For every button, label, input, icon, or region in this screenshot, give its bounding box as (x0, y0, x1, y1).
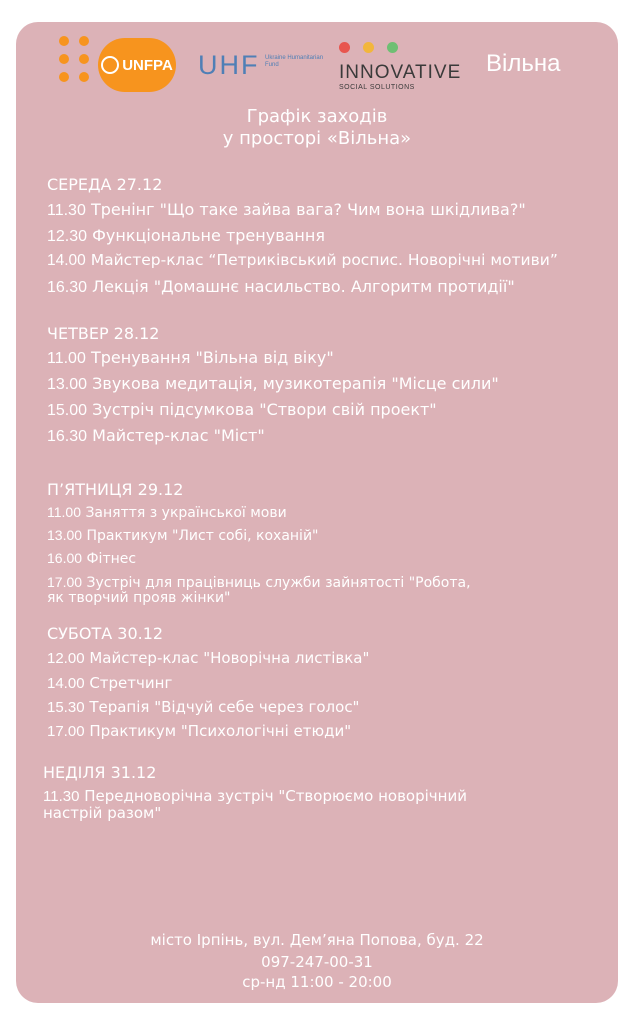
partner-logos (16, 22, 618, 112)
schedule-card (16, 22, 618, 1003)
event-row: 11.00 Заняття з української мови (47, 504, 287, 521)
event-row: 15.00 Зустріч підсумкова "Створи свій проект" (47, 400, 437, 419)
un-globe-icon (101, 56, 119, 74)
unfpa-logo: UNFPA (98, 38, 176, 92)
event-row: 17.00 Зустріч для працівниць служби зайнятості "Робота, як творчий прояв жінки" (47, 574, 471, 606)
innovative-logo: INNOVATIVE SOCIAL SOLUTIONS (339, 38, 461, 91)
event-row: 11.30 Тренінг "Що таке зайва вага? Чим вона шкідлива?" (47, 200, 526, 219)
day-heading: ЧЕТВЕР 28.12 (47, 324, 160, 343)
event-row: 15.30 Терапія "Відчуй себе через голос" (47, 698, 360, 716)
event-row: 11.30 Передноворічна зустріч "Створюємо новорічний настрій разом" (43, 787, 467, 822)
traffic-dots-icon (339, 38, 461, 57)
event-row: 16.30 Лекція "Домашнє насильство. Алгоритм протидії" (47, 277, 515, 296)
day-heading: П’ЯТНИЦЯ 29.12 (47, 480, 184, 499)
event-row: 12.00 Майстер-клас "Новорічна листівка" (47, 649, 370, 667)
event-row: 16.00 Фітнес (47, 550, 137, 567)
phone: 097-247-00-31 (261, 953, 373, 971)
day-heading: СЕРЕДА 27.12 (47, 175, 163, 194)
page-title: Графік заходів у просторі «Вільна» (222, 106, 412, 149)
day-heading: СУБОТА 30.12 (47, 624, 164, 643)
event-row: 14.00 Стретчинг (47, 674, 173, 692)
event-row: 17.00 Практикум "Психологічні етюди" (47, 722, 352, 740)
opening-hours: ср-нд 11:00 - 20:00 (242, 973, 392, 991)
event-row: 13.00 Практикум "Лист собі, коханій" (47, 527, 319, 544)
event-row: 11.00 Тренування "Вільна від віку" (47, 348, 334, 367)
address: місто Ірпінь, вул. Дем’яна Попова, буд. 22 (150, 931, 484, 949)
event-row: 14.00 Майстер-клас “Петриківський роспис. Новорічні мотиви” (47, 251, 558, 269)
uhf-logo: UHF Ukraine Humanitarian Fund (198, 50, 324, 80)
event-row: 12.30 Функціональне тренування (47, 226, 325, 245)
event-row: 13.00 Звукова медитація, музикотерапія "Місце сили" (47, 374, 499, 393)
vilna-logo: Вільна (486, 50, 561, 77)
day-heading: НЕДІЛЯ 31.12 (43, 763, 157, 782)
event-row: 16.30 Майстер-клас "Міст" (47, 426, 265, 445)
